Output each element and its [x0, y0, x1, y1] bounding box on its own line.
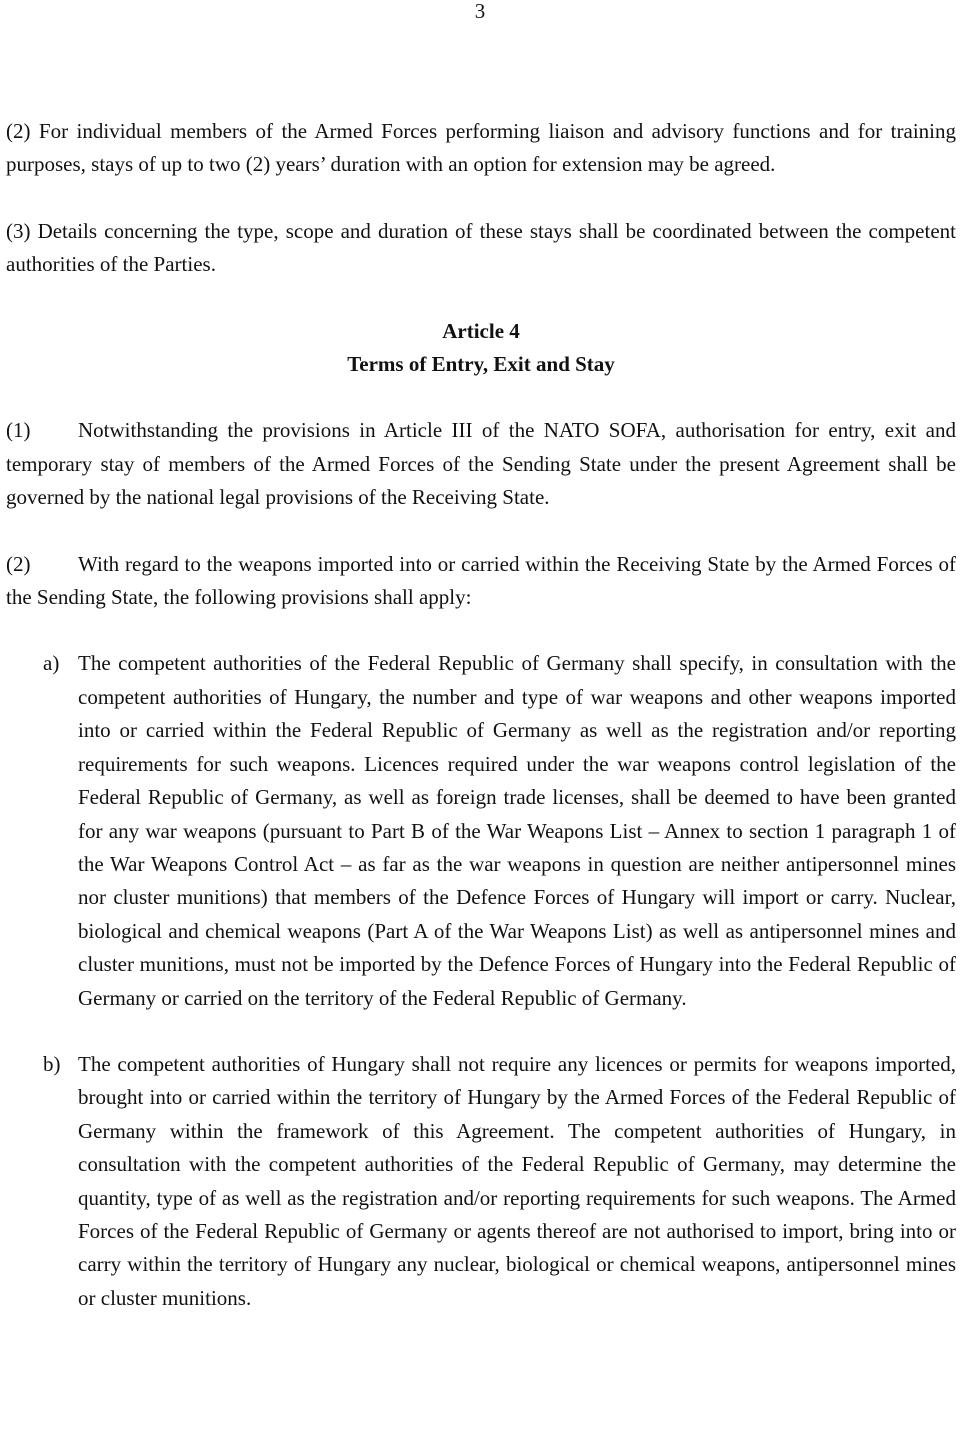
section-1-text: Notwithstanding the provisions in Article III of the NATO SOFA, authorisation for entry, exit and temporary stay of members of the Armed Forces of the Sending State under the present Agreement shall be governed by the national legal provisions of the Receiving State.	[6, 418, 956, 510]
page-number: 3	[474, 0, 486, 23]
article-title: Terms of Entry, Exit and Stay	[347, 352, 615, 377]
paragraph-3: (3) Details concerning the type, scope and duration of these stays shall be coordinated between the competent authorities of the Parties.	[6, 218, 956, 277]
section-1	[6, 414, 956, 514]
list-item-b	[6, 1048, 956, 1315]
section-2	[6, 548, 956, 615]
section-1-label: (1)	[6, 418, 31, 443]
list-item-b-label: b)	[43, 1051, 61, 1076]
document-body	[6, 115, 956, 1315]
list-item-a-text: The competent authorities of the Federal Republic of Germany shall specify, in consultation with the competent authorities of Hungary, the number and type of war weapons and other weapons imported into or carried within the Federal Republic of Germany as well as the registration and/or reporting requirements for such weapons. Licences required under the war weapons control legislation of the Federal Republic of Germany, as well as foreign trade licenses, shall be deemed to have been granted for any war weapons (pursuant to Part B of the War Weapons List – Annex to section 1 paragraph 1 of the War Weapons Control Act – as far as the war weapons in question are neither antipersonnel mines nor cluster munitions) that members of the Defence Forces of Hungary will import or carry. Nuclear, biological and chemical weapons (Part A of the War Weapons List) as well as antipersonnel mines and cluster munitions, must not be imported by the Defence Forces of Hungary into the Federal Republic of Germany or carried on the territory of the Federal Republic of Germany.	[78, 651, 956, 1010]
section-2-text: With regard to the weapons imported into or carried within the Receiving State by the Armed Forces of the Sending State, the following provisions shall apply:	[6, 551, 956, 610]
list-item-a-label: a)	[43, 651, 60, 676]
list-item-a	[6, 647, 956, 1014]
section-2-label: (2)	[6, 551, 31, 576]
paragraph-2: (2) For individual members of the Armed Forces performing liaison and advisory functions and for training purposes, stays of up to two (2) years’ duration with an option for extension may be agreed.	[6, 119, 956, 177]
article-number: Article 4	[442, 318, 520, 343]
article-heading	[6, 315, 956, 382]
list-item-b-text: The competent authorities of Hungary shall not require any licences or permits for weapons imported, brought into or carried within the territory of Hungary by the Armed Forces of the Federal Republic of Germany within the framework of this Agreement. The competent authorities of Hungary, in consultation with the competent authorities of the Federal Republic of Germany, may determine the quantity, type of as well as the registration and/or reporting requirements for such weapons. The Armed Forces of the Federal Republic of Germany or agents thereof are not authorised to import, bring into or carry within the territory of Hungary any nuclear, biological or chemical weapons, antipersonnel mines or cluster munitions.	[78, 1051, 956, 1310]
